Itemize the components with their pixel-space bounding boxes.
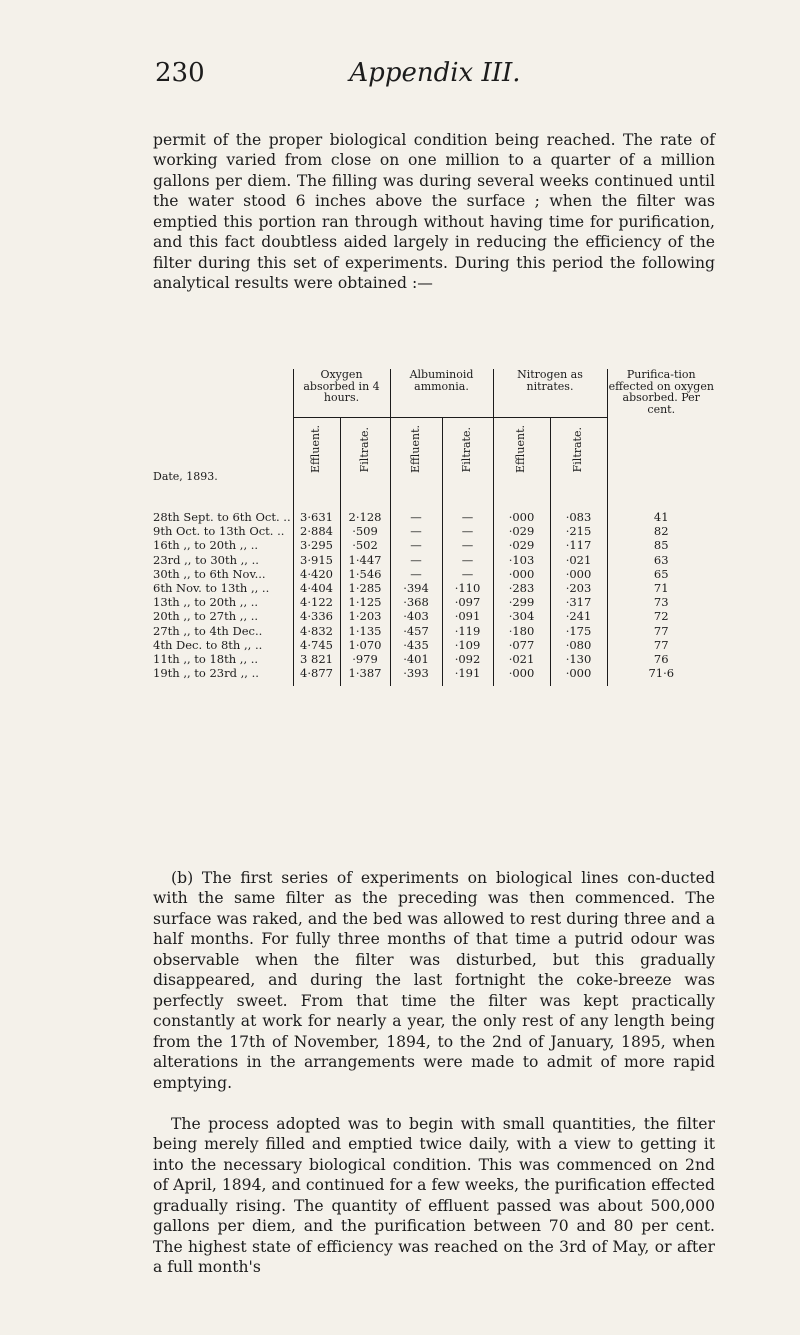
purification-percent: 71·6 [607, 666, 715, 686]
albuminoid-filtrate: — [442, 567, 493, 581]
albuminoid-filtrate: ·119 [442, 624, 493, 638]
table-row [153, 666, 715, 686]
oxygen-effluent: 3·915 [293, 553, 340, 567]
purification-percent: 76 [607, 652, 715, 666]
paragraph-process-text: The process adopted was to begin with small quantities, the filter being merely filled and emptied twice daily, with a view to getting it into the necessary biological condition. This was commenced on 2nd of April, 1894, and continued for a few weeks, the purification effected gradually rising. The quantity of effluent passed was about 500,000 gallons per diem, and the purification between 70 and 80 per cent. The highest state of efficiency was reached on the 3rd of May, or after a full month's [153, 1114, 715, 1277]
oxygen-group-header: Oxygen absorbed in 4 hours. [293, 369, 390, 418]
nitrogen-filtrate-header: Filtrate. [550, 418, 607, 485]
albuminoid-filtrate: — [442, 510, 493, 524]
purification-percent: 77 [607, 624, 715, 638]
oxygen-effluent-header: Effluent. [293, 418, 340, 485]
table-row [153, 567, 715, 581]
oxygen-filtrate: 1·546 [340, 567, 390, 581]
albuminoid-filtrate-header: Filtrate. [442, 418, 493, 485]
row-date: 13th ,, to 20th ,, .. [153, 595, 259, 610]
analytical-results-table [153, 369, 715, 686]
nitrogen-filtrate: ·080 [550, 638, 607, 652]
table-row [153, 652, 715, 666]
row-date: 27th ,, to 4th Dec.. [153, 623, 263, 638]
paragraph-intro: permit of the proper biological condition being reached. The rate of working varied from close on one million to a quarter of a million gallons per diem. The filling was during several weeks continued until the water stood 6 inches above the surface ; when the filter was emptied this portion ran through without having time for purification, and this fact doubtless aided largely in reducing the efficiency of the filter during this set of experiments. During this period the following analytical results were obtained :— [153, 130, 715, 293]
albuminoid-filtrate: ·109 [442, 638, 493, 652]
table-row [153, 609, 715, 623]
albuminoid-effluent: — [390, 553, 442, 567]
purification-percent: 82 [607, 524, 715, 538]
oxygen-effluent: 4·832 [293, 624, 340, 638]
nitrogen-filtrate: ·000 [550, 666, 607, 686]
albuminoid-filtrate: — [442, 538, 493, 552]
nitrogen-effluent: ·029 [493, 538, 550, 552]
table-row [153, 524, 715, 538]
nitrogen-filtrate: ·000 [550, 567, 607, 581]
albuminoid-effluent-header: Effluent. [390, 418, 442, 485]
purification-percent: 73 [607, 595, 715, 609]
paragraph-series-b-text: (b) The first series of experiments on biological lines con-ducted with the same filter as the preceding was then commenced. The surface was raked, and the bed was allowed to rest during three and a half months. For fully three months of that time a putrid odour was observable when the filter was disturbed, but this gradually disappeared, and during the last fortnight the coke-breeze was perfectly sweet. From that time the filter was kept practically constantly at work for nearly a year, the only rest of any length being from the 17th of November, 1894, to the 2nd of January, 1895, when alterations in the arrangements were made to admit of more rapid emptying. [153, 868, 715, 1092]
oxygen-effluent: 4·745 [293, 638, 340, 652]
nitrogen-effluent: ·180 [493, 624, 550, 638]
table-row [153, 553, 715, 567]
oxygen-filtrate: 1·070 [340, 638, 390, 652]
oxygen-effluent: 3 821 [293, 652, 340, 666]
nitrogen-filtrate: ·021 [550, 553, 607, 567]
row-date: 4th Dec. to 8th ,, .. [153, 637, 263, 652]
albuminoid-filtrate: ·191 [442, 666, 493, 686]
nitrogen-filtrate: ·317 [550, 595, 607, 609]
albuminoid-effluent: ·368 [390, 595, 442, 609]
oxygen-effluent: 3·631 [293, 510, 340, 524]
nitrogen-filtrate: ·130 [550, 652, 607, 666]
row-date: 6th Nov. to 13th ,, .. [153, 581, 270, 596]
oxygen-filtrate: 2·128 [340, 510, 390, 524]
nitrogen-filtrate: ·175 [550, 624, 607, 638]
albuminoid-filtrate: — [442, 553, 493, 567]
oxygen-filtrate: ·509 [340, 524, 390, 538]
table-row [153, 510, 715, 524]
nitrogen-effluent: ·103 [493, 553, 550, 567]
row-date: 30th ,, to 6th Nov... [153, 566, 266, 581]
purification-column-header: Purifica-tion effected on oxygen absorbed. Per cent. [607, 369, 715, 484]
paragraph-process [153, 1114, 715, 1278]
purification-percent: 41 [607, 510, 715, 524]
nitrogen-effluent: ·029 [493, 524, 550, 538]
albuminoid-effluent: ·393 [390, 666, 442, 686]
paragraph-series-b [153, 868, 715, 1094]
albuminoid-effluent: — [390, 538, 442, 552]
oxygen-filtrate: 1·285 [340, 581, 390, 595]
nitrogen-effluent: ·299 [493, 595, 550, 609]
albuminoid-effluent: — [390, 510, 442, 524]
oxygen-effluent: 4·336 [293, 609, 340, 623]
row-date: 11th ,, to 18th ,, .. [153, 652, 259, 667]
table-row [153, 581, 715, 595]
nitrogen-effluent: ·000 [493, 510, 550, 524]
albuminoid-effluent: ·394 [390, 581, 442, 595]
oxygen-effluent: 4·420 [293, 567, 340, 581]
nitrogen-effluent-header: Effluent. [493, 418, 550, 485]
table-spacer [153, 484, 715, 510]
albuminoid-filtrate: ·097 [442, 595, 493, 609]
albuminoid-filtrate: ·091 [442, 609, 493, 623]
nitrogen-effluent: ·304 [493, 609, 550, 623]
running-title: Appendix III. [349, 58, 521, 88]
date-column-header: Date, 1893. [153, 469, 218, 483]
row-date: 23rd ,, to 30th ,, .. [153, 552, 259, 567]
nitrogen-filtrate: ·203 [550, 581, 607, 595]
nitrogen-effluent: ·077 [493, 638, 550, 652]
oxygen-effluent: 4·122 [293, 595, 340, 609]
nitrogen-group-header: Nitrogen as nitrates. [493, 369, 607, 418]
nitrogen-effluent: ·283 [493, 581, 550, 595]
nitrogen-filtrate: ·083 [550, 510, 607, 524]
oxygen-effluent: 4·404 [293, 581, 340, 595]
albuminoid-group-header: Albuminoid ammonia. [390, 369, 493, 418]
oxygen-filtrate: ·979 [340, 652, 390, 666]
albuminoid-effluent: ·401 [390, 652, 442, 666]
purification-percent: 85 [607, 538, 715, 552]
oxygen-effluent: 3·295 [293, 538, 340, 552]
albuminoid-filtrate: ·092 [442, 652, 493, 666]
purification-percent: 65 [607, 567, 715, 581]
page-header [155, 58, 715, 98]
nitrogen-filtrate: ·117 [550, 538, 607, 552]
row-date: 20th ,, to 27th ,, .. [153, 609, 259, 624]
albuminoid-filtrate: — [442, 524, 493, 538]
table-row [153, 538, 715, 552]
row-date: 9th Oct. to 13th Oct. .. [153, 524, 285, 539]
oxygen-filtrate: ·502 [340, 538, 390, 552]
nitrogen-filtrate: ·215 [550, 524, 607, 538]
albuminoid-effluent: ·435 [390, 638, 442, 652]
purification-percent: 77 [607, 638, 715, 652]
oxygen-filtrate: 1·387 [340, 666, 390, 686]
nitrogen-filtrate: ·241 [550, 609, 607, 623]
nitrogen-effluent: ·021 [493, 652, 550, 666]
albuminoid-effluent: ·403 [390, 609, 442, 623]
albuminoid-effluent: ·457 [390, 624, 442, 638]
table-row [153, 624, 715, 638]
oxygen-filtrate: 1·447 [340, 553, 390, 567]
oxygen-filtrate: 1·125 [340, 595, 390, 609]
oxygen-effluent: 4·877 [293, 666, 340, 686]
page-number: 230 [155, 58, 205, 88]
oxygen-effluent: 2·884 [293, 524, 340, 538]
table-row [153, 595, 715, 609]
albuminoid-filtrate: ·110 [442, 581, 493, 595]
purification-percent: 63 [607, 553, 715, 567]
albuminoid-effluent: — [390, 567, 442, 581]
purification-percent: 72 [607, 609, 715, 623]
oxygen-filtrate-header: Filtrate. [340, 418, 390, 485]
purification-percent: 71 [607, 581, 715, 595]
albuminoid-effluent: — [390, 524, 442, 538]
table-row [153, 638, 715, 652]
row-date: 28th Sept. to 6th Oct. .. [153, 510, 291, 524]
row-date: 16th ,, to 20th ,, .. [153, 538, 259, 553]
oxygen-filtrate: 1·135 [340, 624, 390, 638]
nitrogen-effluent: ·000 [493, 567, 550, 581]
row-date: 19th ,, to 23rd ,, .. [153, 666, 259, 681]
oxygen-filtrate: 1·203 [340, 609, 390, 623]
nitrogen-effluent: ·000 [493, 666, 550, 686]
